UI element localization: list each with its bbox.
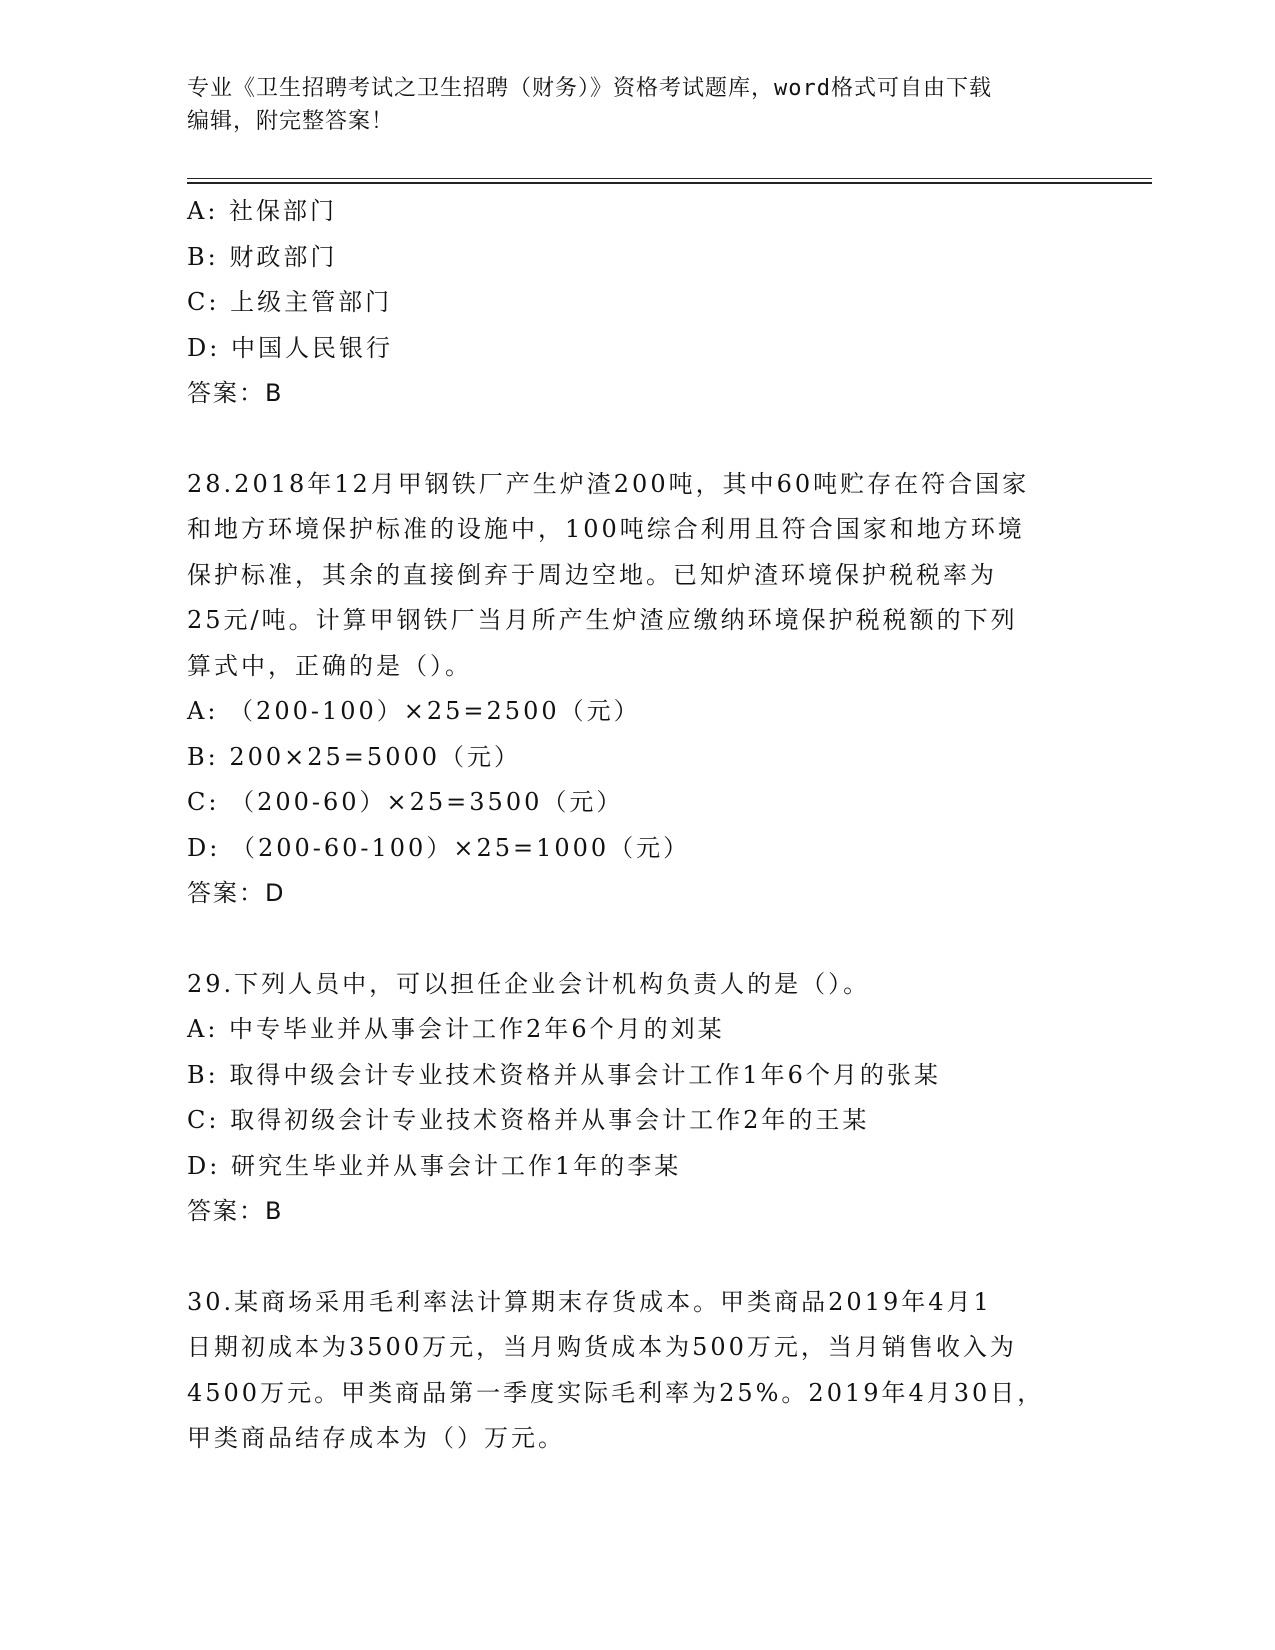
header-divider <box>187 178 1152 184</box>
option-b: B: 取得中级会计专业技术资格并从事会计工作1年6个月的张某 <box>187 1060 941 1089</box>
option-d: D: 研究生毕业并从事会计工作1年的李某 <box>187 1151 682 1180</box>
option-a: A: （200-100）×25=2500（元） <box>187 697 641 725</box>
spacer <box>187 1235 1087 1280</box>
option-c: C: 取得初级会计专业技术资格并从事会计工作2年的王某 <box>187 1106 870 1134</box>
option-b: B: 200×25=5000（元） <box>187 742 521 771</box>
question-stem-line: 算式中，正确的是（）。 <box>187 651 472 680</box>
option-d: D: （200-60-100）×25=1000（元） <box>187 833 691 862</box>
header-line-1: 专业《卫生招聘考试之卫生招聘（财务）》资格考试题库，word格式可自由下载 <box>187 76 992 101</box>
option-c: C: （200-60）×25=3500（元） <box>187 788 624 816</box>
question-stem-line: 和地方环境保护标准的设施中，100吨综合利用且符合国家和地方环境 <box>187 515 1025 543</box>
question-29 <box>187 962 1087 1235</box>
option-c: C: 上级主管部门 <box>187 288 393 316</box>
answer: 答案：D <box>187 879 286 907</box>
question-stem-line: 30.某商场采用毛利率法计算期末存货成本。甲类商品2019年4月1 <box>187 1287 992 1316</box>
document-header <box>187 72 1087 138</box>
option-b: B: 财政部门 <box>187 242 338 271</box>
question-stem-line: 保护标准，其余的直接倒弃于周边空地。已知炉渣环境保护税税率为 <box>187 560 997 589</box>
question-stem-line: 4500万元。甲类商品第一季度实际毛利率为25%。2019年4月30日， <box>187 1378 1045 1407</box>
option-a: A: 社保部门 <box>187 197 338 225</box>
question-stem-line: 29.下列人员中，可以担任企业会计机构负责人的是（）。 <box>187 969 871 998</box>
question-list <box>187 189 1087 1462</box>
answer: 答案：B <box>187 379 284 407</box>
spacer <box>187 417 1087 462</box>
spacer <box>187 917 1087 962</box>
question-27 <box>187 189 1087 417</box>
answer: 答案：B <box>187 1197 284 1225</box>
question-stem-line: 28.2018年12月甲钢铁厂产生炉渣200吨，其中60吨贮存在符合国家 <box>187 469 1030 498</box>
question-28 <box>187 462 1087 917</box>
question-30 <box>187 1280 1087 1462</box>
option-d: D: 中国人民银行 <box>187 333 393 362</box>
option-a: A: 中专毕业并从事会计工作2年6个月的刘某 <box>187 1015 725 1043</box>
question-stem-line: 日期初成本为3500万元，当月购货成本为500万元，当月销售收入为 <box>187 1333 1017 1361</box>
question-stem-line: 25元/吨。计算甲钢铁厂当月所产生炉渣应缴纳环境保护税税额的下列 <box>187 606 1018 634</box>
question-stem-line: 甲类商品结存成本为（）万元。 <box>187 1424 565 1452</box>
header-line-2: 编辑，附完整答案！ <box>187 109 395 134</box>
